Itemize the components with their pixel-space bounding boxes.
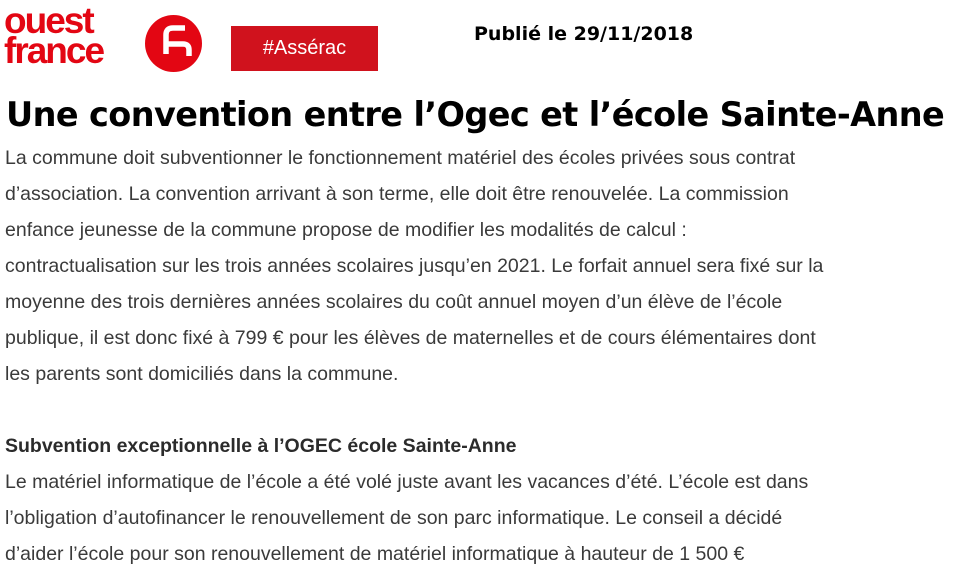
paragraph-subvention: [5, 464, 949, 572]
text-line: les parents sont domiciliés dans la commune.: [5, 363, 399, 385]
text-line: La commune doit subventionner le fonctionnement matériel des écoles privées sous contrat: [5, 147, 796, 169]
section-subheading: Subvention exceptionnelle à l’OGEC école Sainte-Anne: [5, 435, 517, 457]
location-tag[interactable]: #Assérac: [231, 26, 378, 71]
paragraph-commune: [5, 140, 949, 392]
logo-mark-icon: [145, 15, 202, 72]
publication-date: Publié le 29/11/2018: [474, 23, 694, 45]
article-body: [5, 140, 949, 572]
text-line: d’aider l’école pour son renouvellement de matériel informatique à hauteur de 1 500 €: [5, 543, 745, 565]
text-line: moyenne des trois dernières années scolaires du coût annuel moyen d’un élève de l’école: [5, 291, 783, 313]
logo-line-2: france: [4, 30, 104, 71]
text-line: enfance jeunesse de la commune propose de modifier les modalités de calcul :: [5, 219, 687, 241]
text-line: Le matériel informatique de l’école a été volé juste avant les vacances d’été. L’école est dans: [5, 471, 809, 493]
text-line: l’obligation d’autofinancer le renouvellement de son parc informatique. Le conseil a décidé: [5, 507, 783, 529]
article-title: Une convention entre l’Ogec et l’école Sainte-Anne: [6, 95, 945, 134]
ouest-france-logo[interactable]: [4, 0, 204, 72]
text-line: contractualisation sur les trois années scolaires jusqu’en 2021. Le forfait annuel sera fixé sur la: [5, 255, 824, 277]
logo-wordmark: [4, 0, 104, 71]
text-line: d’association. La convention arrivant à son terme, elle doit être renouvelée. La commission: [5, 183, 789, 205]
text-line: publique, il est donc fixé à 799 € pour les élèves de maternelles et de cours élémentaires dont: [5, 327, 816, 349]
paragraph-spacer: [5, 392, 949, 428]
logo-line-1: ouest: [4, 0, 93, 41]
